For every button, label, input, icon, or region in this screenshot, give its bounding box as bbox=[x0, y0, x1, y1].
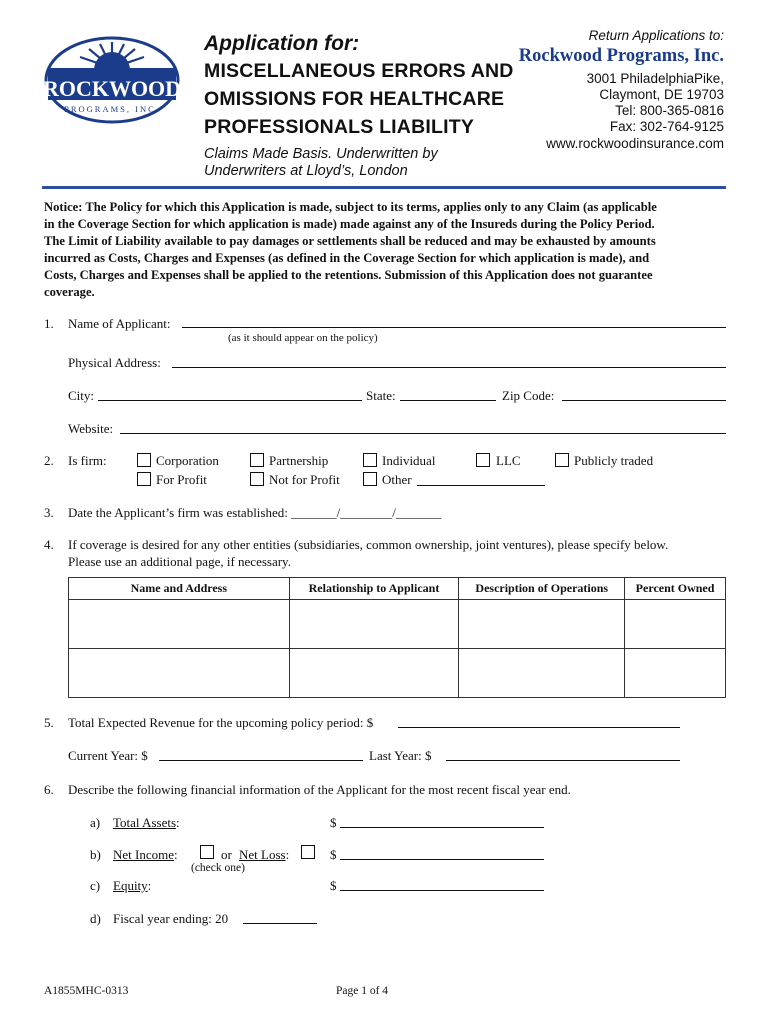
zip-code-field[interactable] bbox=[562, 400, 726, 401]
title-line-2: OMISSIONS FOR HEALTHCARE bbox=[204, 88, 505, 110]
subtitle-line-2: Underwriters at Lloyd’s, London bbox=[204, 163, 408, 179]
q6-text: Describe the following financial information of the Applicant for the most recent fiscal year end. bbox=[68, 782, 571, 797]
corporation-label: Corporation bbox=[156, 453, 219, 468]
net-loss-checkbox[interactable] bbox=[301, 845, 315, 859]
total-revenue-field[interactable] bbox=[398, 727, 680, 728]
notice-line: The Limit of Liability available to pay damages or settlements shall be reduced and may be exhausted by amounts bbox=[44, 234, 656, 248]
entities-table bbox=[68, 577, 726, 698]
table-header-row bbox=[69, 578, 726, 600]
page-number: Page 1 of 4 bbox=[336, 985, 389, 997]
form-code: A1855MHC-0313 bbox=[44, 985, 129, 997]
telephone: Tel: 800-365-0816 bbox=[615, 103, 724, 118]
table-cell[interactable] bbox=[625, 600, 726, 649]
subtitle-line-1: Claims Made Basis. Underwritten by bbox=[204, 146, 438, 162]
table-cell[interactable] bbox=[69, 600, 290, 649]
q3-number: 3. bbox=[44, 505, 54, 520]
column-header: Relationship to Applicant bbox=[289, 578, 459, 600]
notice-line: Notice: The Policy for which this Application is made, subject to its terms, applies only to any Claim (as applicable bbox=[44, 200, 657, 214]
address-line-2: Claymont, DE 19703 bbox=[599, 87, 724, 102]
table-cell[interactable] bbox=[459, 649, 625, 698]
total-assets-dollar: $ bbox=[330, 815, 337, 830]
total-revenue-label: Total Expected Revenue for the upcoming policy period: $ bbox=[68, 715, 374, 730]
net-income-field[interactable] bbox=[340, 859, 544, 860]
net-income-checkbox[interactable] bbox=[200, 845, 214, 859]
header-divider bbox=[42, 186, 726, 189]
current-year-field[interactable] bbox=[159, 760, 363, 761]
partnership-label: Partnership bbox=[269, 453, 329, 468]
state-label: State: bbox=[366, 388, 396, 403]
other-checkbox[interactable] bbox=[363, 472, 377, 486]
item-d-letter: d) bbox=[90, 911, 101, 926]
table-row bbox=[69, 600, 726, 649]
notice-line: incurred as Costs, Charges and Expenses (as defined in the Coverage Section for which application is made), and bbox=[44, 251, 650, 265]
website-label: Website: bbox=[68, 421, 114, 436]
table-cell[interactable] bbox=[459, 600, 625, 649]
return-applications-label: Return Applications to: bbox=[588, 28, 724, 43]
equity-field[interactable] bbox=[340, 890, 544, 891]
equity-label: Equity: bbox=[113, 878, 152, 893]
publicly-traded-checkbox[interactable] bbox=[555, 453, 569, 467]
sun-logo-icon bbox=[42, 28, 182, 124]
total-assets-text: Total Assets bbox=[113, 815, 177, 830]
for-profit-checkbox[interactable] bbox=[137, 472, 151, 486]
notice-line: Costs, Charges and Expenses shall be applied to the retentions. Submission of this Application does not guarantee bbox=[44, 268, 653, 282]
net-income-label: Net Income: bbox=[113, 847, 178, 862]
publicly-traded-label: Publicly traded bbox=[574, 453, 654, 468]
for-profit-label: For Profit bbox=[156, 472, 207, 487]
not-for-profit-label: Not for Profit bbox=[269, 472, 340, 487]
llc-label: LLC bbox=[496, 453, 521, 468]
city-label: City: bbox=[68, 388, 95, 403]
q4-text-line-1: If coverage is desired for any other entities (subsidiaries, common ownership, joint ventures), please specify below. bbox=[68, 537, 669, 552]
city-field[interactable] bbox=[98, 400, 362, 401]
or-text: or bbox=[221, 847, 232, 862]
total-assets-field[interactable] bbox=[340, 827, 544, 828]
llc-checkbox[interactable] bbox=[476, 453, 490, 467]
other-specify-field[interactable] bbox=[417, 485, 545, 486]
title-line-3: PROFESSIONALS LIABILITY bbox=[204, 116, 475, 138]
corporation-checkbox[interactable] bbox=[137, 453, 151, 467]
zip-code-label: Zip Code: bbox=[502, 388, 555, 403]
not-for-profit-checkbox[interactable] bbox=[250, 472, 264, 486]
applicant-name-hint: (as it should appear on the policy) bbox=[228, 332, 378, 344]
last-year-field[interactable] bbox=[446, 760, 680, 761]
notice-line: coverage. bbox=[44, 285, 95, 299]
svg-text:PROGRAMS, INC.: PROGRAMS, INC. bbox=[64, 104, 160, 114]
partnership-checkbox[interactable] bbox=[250, 453, 264, 467]
net-loss-label: Net Loss: bbox=[239, 847, 290, 862]
table-row bbox=[69, 649, 726, 698]
column-header: Percent Owned bbox=[625, 578, 726, 600]
physical-address-label: Physical Address: bbox=[68, 355, 161, 370]
q4-number: 4. bbox=[44, 537, 54, 552]
q5-number: 5. bbox=[44, 715, 54, 730]
q2-number: 2. bbox=[44, 453, 54, 468]
firm-type-label: Is firm: bbox=[68, 453, 107, 468]
notice-block bbox=[44, 199, 734, 301]
net-income-text: Net Income bbox=[113, 847, 175, 862]
website-link[interactable]: www.rockwoodinsurance.com bbox=[546, 136, 724, 151]
physical-address-field[interactable] bbox=[172, 367, 726, 368]
item-b-letter: b) bbox=[90, 847, 101, 862]
net-income-dollar: $ bbox=[330, 847, 337, 862]
item-a-letter: a) bbox=[90, 815, 101, 830]
current-year-label: Current Year: $ bbox=[68, 748, 148, 763]
rockwood-logo bbox=[42, 28, 182, 124]
equity-text: Equity bbox=[113, 878, 148, 893]
equity-dollar: $ bbox=[330, 878, 337, 893]
svg-text:ROCKWOOD: ROCKWOOD bbox=[42, 76, 182, 101]
table-cell[interactable] bbox=[289, 600, 459, 649]
fax: Fax: 302-764-9125 bbox=[609, 119, 724, 134]
applicant-name-field[interactable] bbox=[182, 327, 726, 328]
date-established-field[interactable]: Date the Applicant’s firm was established: _______/________/_______ bbox=[68, 505, 442, 520]
address-line-1: 3001 PhiladelphiaPike, bbox=[586, 71, 724, 86]
total-assets-label: Total Assets: bbox=[113, 815, 180, 830]
q1-number: 1. bbox=[44, 316, 54, 331]
q6-number: 6. bbox=[44, 782, 54, 797]
website-field[interactable] bbox=[120, 433, 726, 434]
other-label: Other bbox=[382, 472, 412, 487]
applicant-name-label: Name of Applicant: bbox=[68, 316, 171, 331]
title-line-1: MISCELLANEOUS ERRORS AND bbox=[204, 60, 514, 82]
item-c-letter: c) bbox=[90, 878, 101, 893]
individual-checkbox[interactable] bbox=[363, 453, 377, 467]
column-header: Name and Address bbox=[69, 578, 290, 600]
company-name: Rockwood Programs, Inc. bbox=[518, 46, 724, 66]
table-cell[interactable] bbox=[289, 649, 459, 698]
q4-text-line-2: Please use an additional page, if necessary. bbox=[68, 554, 291, 569]
check-one-hint: (check one) bbox=[191, 862, 245, 874]
fiscal-year-label: Fiscal year ending: 20 bbox=[113, 911, 229, 926]
notice-line: in the Coverage Section for which application is made) made against any of the Insureds during the Policy Period. bbox=[44, 217, 655, 231]
table-cell[interactable] bbox=[69, 649, 290, 698]
state-field[interactable] bbox=[400, 400, 496, 401]
net-loss-text: Net Loss bbox=[239, 847, 286, 862]
individual-label: Individual bbox=[382, 453, 436, 468]
fiscal-year-field[interactable] bbox=[243, 923, 317, 924]
application-for-label: Application for: bbox=[204, 32, 360, 55]
column-header: Description of Operations bbox=[459, 578, 625, 600]
last-year-label: Last Year: $ bbox=[369, 748, 432, 763]
table-cell[interactable] bbox=[625, 649, 726, 698]
